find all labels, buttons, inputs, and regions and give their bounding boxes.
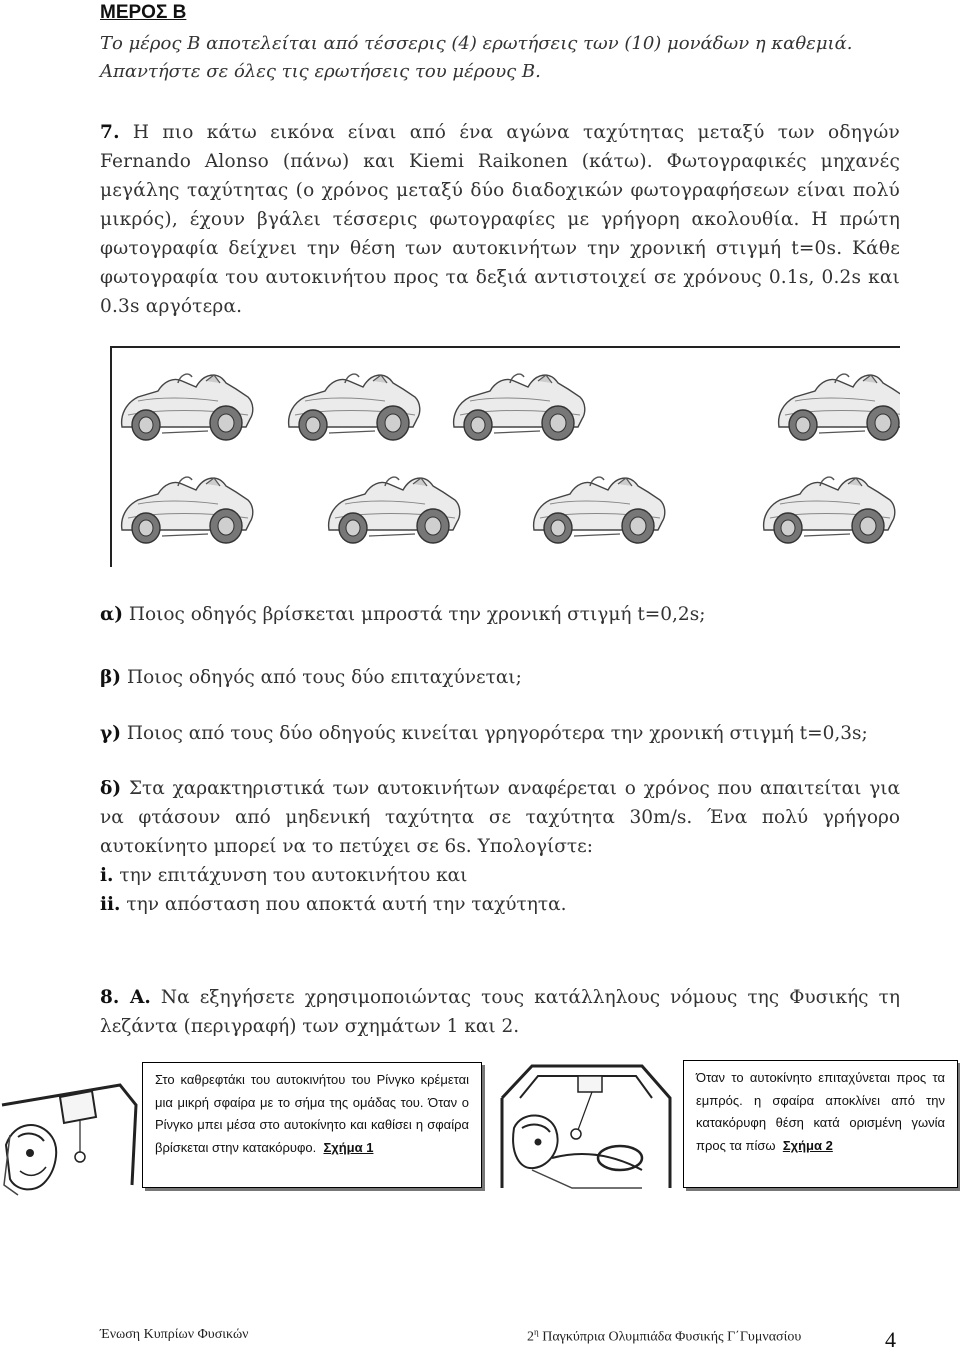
alonso-car-t0 [122, 374, 253, 440]
footer-center [527, 1327, 801, 1346]
footer-center-prefix: 2 [527, 1329, 534, 1345]
question-7-number: 7. [100, 122, 120, 143]
question-7a-label: α) [100, 604, 123, 625]
part-heading: ΜΕΡΟΣ Β [100, 2, 187, 23]
intro-line-1: Το μέρος Β αποτελείται από τέσσερις (4) ερωτήσεις των (10) μονάδων η καθεμιά. [100, 33, 853, 54]
footer-center-sup: η [534, 1327, 539, 1337]
intro-line-2: Απαντήστε σε όλες τις ερωτήσεις του μέρους Β. [100, 61, 541, 82]
question-7d-ii [100, 890, 900, 919]
question-7-text: Η πιο κάτω εικόνα είναι από ένα αγώνα ταχύτητας μεταξύ των οδηγών Fernando Alonso (πάνω) και Kiemi Raikonen (κάτω). Φωτογραφικές μηχανές μεγάλης ταχύτητας (ο χρόνος μεταξύ δύο διαδοχικών φωτογραφήσεων είναι πολύ μικρός), έχουν βγάλει τέσσερις φωτογραφίες με γρήγορη ακολουθία. Η πρώτη φωτογραφία δείχνει την θέση των αυτοκινήτων την χρονική στιγμή t=0s. Κάθε φωτογραφία του αυτοκινήτου προς τα δεξιά αντιστοιχεί σε χρόνους 0.1s, 0.2s και 0.3s αργότερα. [100, 122, 900, 317]
question-7b-text: Ποιος οδηγός από τους δύο επιταχύνεται; [126, 667, 522, 688]
question-7c-text: Ποιος από τους δύο οδηγούς κινείται γρηγορότερα την χρονική στιγμή t=0,3s; [126, 723, 868, 744]
footer-left: Ένωση Κυπρίων Φυσικών [100, 1327, 249, 1342]
question-7a-text: Ποιος οδηγός βρίσκεται μπροστά την χρονική στιγμή t=0,2s; [128, 604, 706, 625]
part-intro [100, 30, 900, 86]
raikonen-car-t03 [764, 477, 895, 543]
raikonen-car-t01 [329, 477, 460, 543]
question-8 [100, 983, 900, 1041]
question-7d-i-label: i. [100, 865, 114, 886]
figure-1-caption-text: Στο καθρεφτάκι του αυτοκινήτου του Ρίνγκο κρέμεται μια μικρή σφαίρα με το σήμα της ομάδας του. Όταν ο Ρίνγκο μπει μέσα στο αυτοκίνητο και καθίσει η σφαίρα βρίσκεται στην κατακόρυφο. [155, 1072, 469, 1155]
page-number: 4 [885, 1327, 896, 1352]
question-7d [100, 774, 900, 919]
question-7d-label: δ) [100, 778, 122, 799]
question-7a [100, 600, 900, 629]
alonso-car-t02 [454, 374, 585, 440]
question-8-number: 8. Α. [100, 987, 151, 1008]
alonso-car-t01 [289, 374, 420, 440]
question-7d-ii-label: ii. [100, 894, 121, 915]
question-8-text: Να εξηγήσετε χρησιμοποιώντας τους κατάλληλους νόμους της Φυσικής τη λεζάντα (περιγραφή) των σχημάτων 1 και 2. [100, 987, 900, 1037]
figure-2-illustration [492, 1058, 677, 1193]
question-7d-i-text: την επιτάχυνση του αυτοκινήτου και [119, 865, 468, 886]
question-7b [100, 663, 900, 692]
question-7c [100, 719, 900, 748]
figure-2-label: Σχήμα 2 [782, 1137, 833, 1153]
raikonen-car-t02 [534, 477, 665, 543]
question-7c-label: γ) [100, 723, 121, 744]
question-7d-ii-text: την απόσταση που αποκτά αυτή την ταχύτητα. [126, 894, 567, 915]
footer-center-rest: Παγκύπρια Ολυμπιάδα Φυσικής Γ΄Γυμνασίου [538, 1329, 802, 1345]
question-7 [100, 118, 900, 321]
figure-1-caption [142, 1062, 482, 1188]
question-7b-label: β) [100, 667, 122, 688]
question-7d-text: Στα χαρακτηριστικά των αυτοκινήτων αναφέρεται ο χρόνος που απαιτείται για να φτάσουν από μηδενική ταχύτητα σε ταχύτητα 30m/s. Ένα πολύ γρήγορο αυτοκίνητο μπορεί να το πετύχει σε 6s. Υπολογίστε: [100, 778, 900, 857]
figure-1-illustration [0, 1075, 142, 1200]
raikonen-car-t0 [122, 477, 253, 543]
figure-1-label: Σχήμα 1 [323, 1139, 374, 1155]
figure-2-caption [683, 1060, 958, 1188]
figure-2-caption-text: Όταν το αυτοκίνητο επιταχύνεται προς τα εμπρός. η σφαίρα αποκλίνει από την κατακόρυφη θέση κατά ορισμένη γωνία προς τα πίσω [696, 1070, 945, 1153]
alonso-car-t03 [779, 374, 900, 440]
question-7d-i [100, 861, 900, 890]
race-photo-sequence [110, 345, 900, 567]
